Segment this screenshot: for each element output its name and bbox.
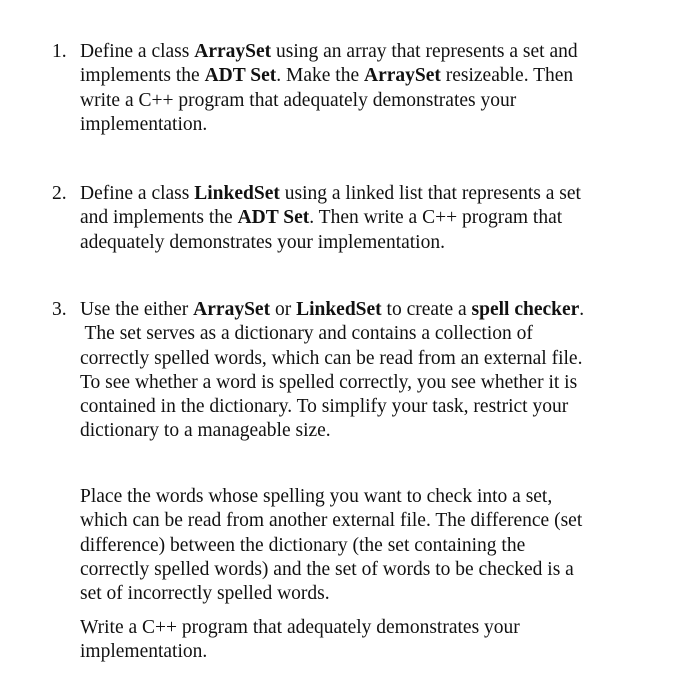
text-line [80,113,652,137]
text-line [80,182,652,206]
text-run: Define a class [80,41,195,62]
question-3 [52,298,652,444]
text-line [80,298,652,322]
bold-term: ArraySet [193,299,271,320]
bold-term: ArraySet [363,65,441,87]
text-run: . [579,299,585,320]
question-text [80,182,652,255]
paragraph-program [80,616,680,665]
text-line [80,419,652,443]
question-number: 3. [52,299,67,320]
text-run: using a linked list that represents a set [279,183,581,204]
text-run: The set serves as a dictionary and contains a collection of [80,323,533,345]
text-line: implementation. [80,641,208,663]
question-text [80,298,652,444]
text-line [80,64,652,88]
question-2 [52,182,652,255]
text-line [80,206,652,230]
question-number: 1. [52,41,67,62]
bold-term: LinkedSet [296,299,382,320]
text-run: or [270,299,297,320]
text-line [80,231,652,255]
text-run: Define a class [80,183,195,204]
bold-term: LinkedSet [194,183,280,204]
text-run: dictionary to a manageable size. [80,420,331,442]
question-text [80,40,652,137]
text-run: . Make the [276,65,364,87]
text-line: Place the words whose spelling you want to check into a set, [80,486,553,507]
question-1 [52,40,652,137]
text-run: To see whether a word is spelled correctly, you see whether it is [80,371,578,393]
text-run: to create a [381,299,472,320]
text-run: contained in the dictionary. To simplify your task, restrict your [80,396,569,418]
text-run: correctly spelled words, which can be read from an external file. [80,347,583,369]
text-line: which can be read from another external file. The difference (set [80,510,583,532]
bold-term: ArraySet [194,41,272,62]
text-line: correctly spelled words) and the set of words to be checked is a [80,558,574,580]
text-line [80,371,652,395]
text-line [80,89,652,113]
text-run: write a C++ program that adequately demonstrates your [80,89,517,111]
bold-term: ADT Set [204,65,277,87]
text-line [80,322,652,346]
bold-term: ADT Set [237,207,310,229]
question-number: 2. [52,183,67,204]
text-run: adequately demonstrates your implementation. [80,231,445,253]
paragraph-set-difference [80,485,680,606]
bold-term: spell checker [471,299,580,320]
text-line [80,347,652,371]
text-run: implementation. [80,113,208,135]
text-run: resizeable. Then [440,65,574,87]
text-line: difference) between the dictionary (the set containing the [80,534,526,556]
text-run: and implements the [80,207,238,229]
text-run: using an array that represents a set and [271,41,578,62]
text-run: implements the [80,65,205,87]
text-line [80,40,652,64]
text-line: Write a C++ program that adequately demonstrates your [80,617,520,638]
text-line: set of incorrectly spelled words. [80,583,330,605]
text-run: . Then write a C++ program that [309,207,563,229]
text-run: Use the either [80,299,194,320]
text-line [80,395,652,419]
